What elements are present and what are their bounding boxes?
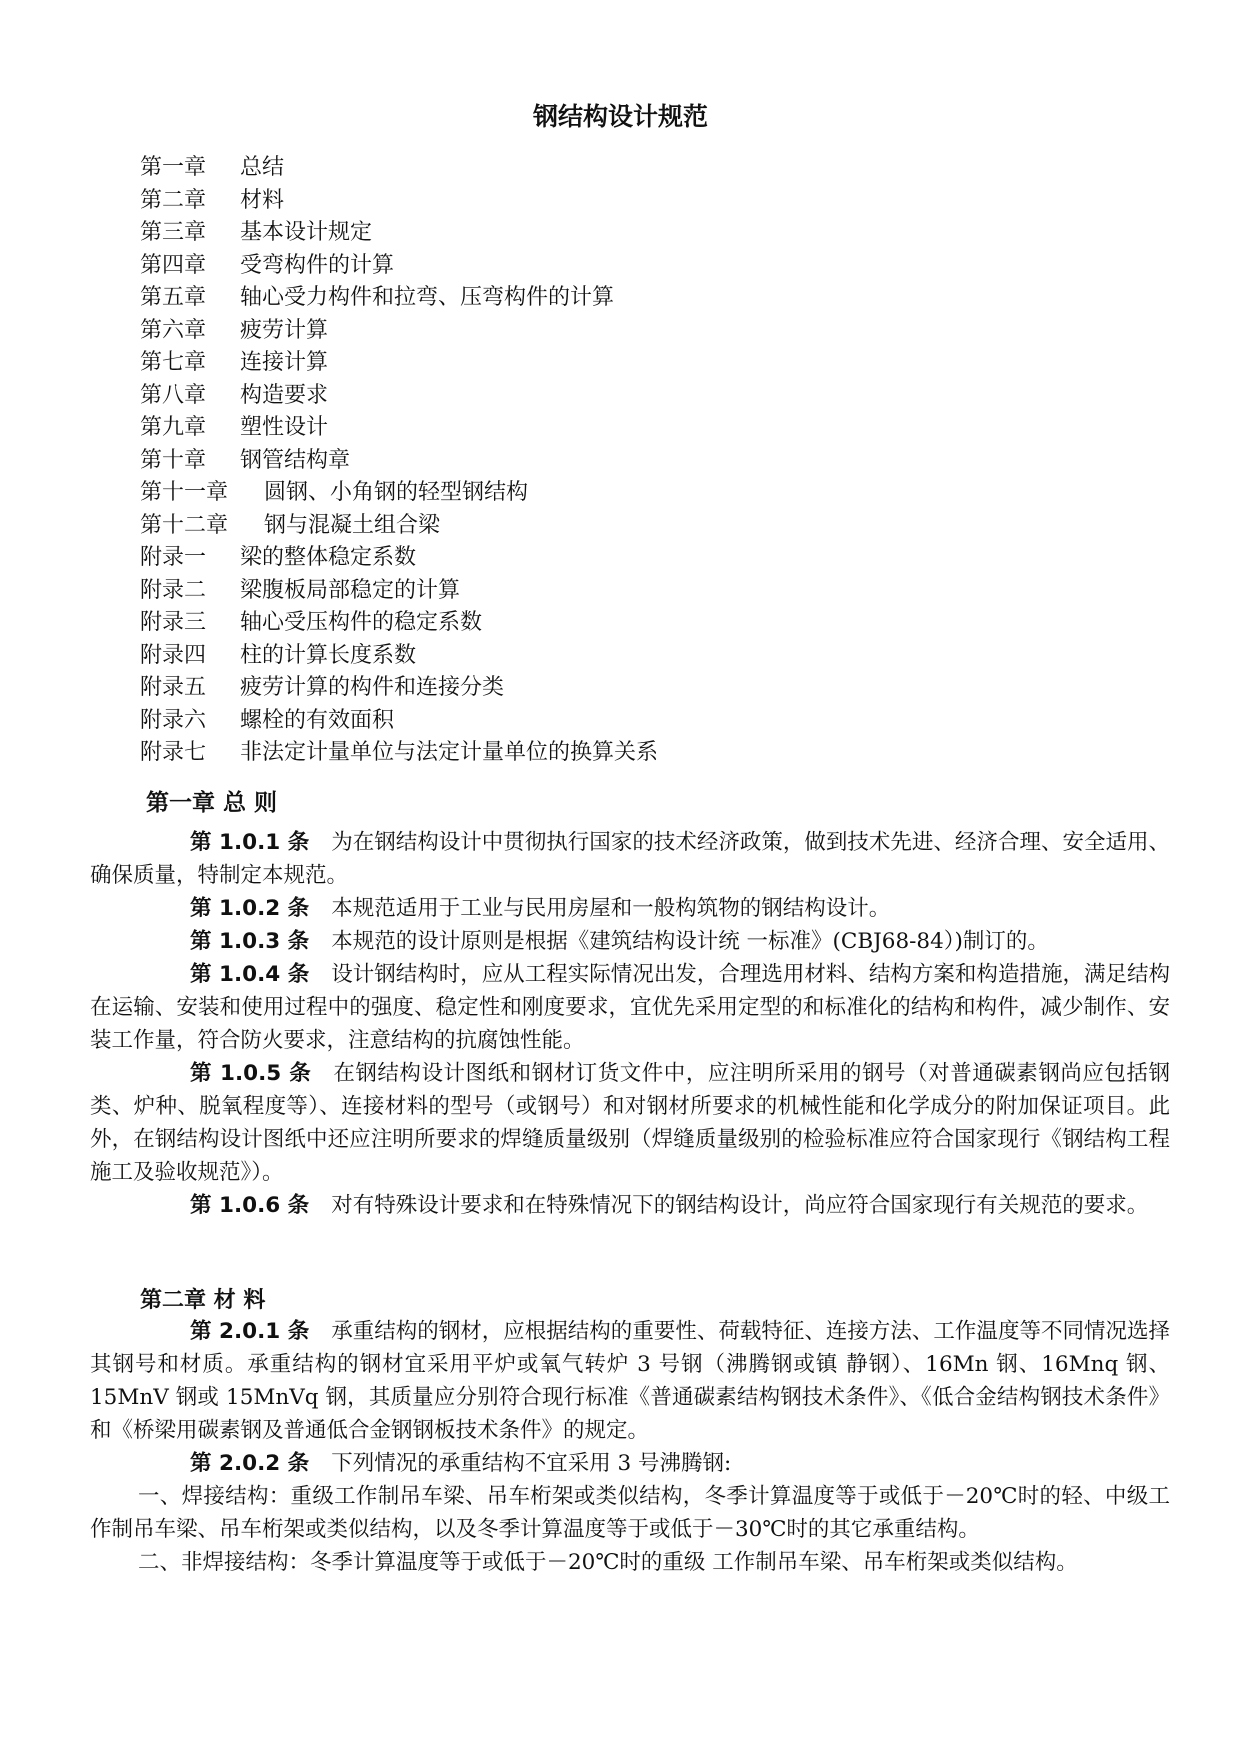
clause-1-0-2 xyxy=(90,892,1170,925)
clause-text: 承重结构的钢材，应根据结构的重要性、荷载特征、连接方法、工作温度等不同情况选择其钢号和材质。承重结构的钢材宜采用平炉或氧气转炉 3 号钢（沸腾钢或镇 静钢）、16Mn 钢、16Mnq 钢、15MnV 钢或 15MnVq 钢，其质量应分别符合现行标准《普通碳素结构钢技术条件》、《低合金结构钢技术条件》和《桥梁用碳素钢及普通低合金钢钢板技术条件》的规定。 xyxy=(90,1319,1170,1443)
clause-1-0-3 xyxy=(90,925,1170,958)
toc-item xyxy=(140,542,658,575)
toc-item xyxy=(140,672,658,705)
toc-item-number: 附录一 xyxy=(140,545,207,570)
toc-item-label: 构造要求 xyxy=(240,382,329,408)
toc-item-number: 第五章 xyxy=(140,285,207,310)
list-item-non-welded-structures: 二、非焊接结构：冬季计算温度等于或低于－20℃时的重级 工作制吊车梁、吊车桁架或类似结构。 xyxy=(138,1550,1078,1575)
toc-item-number: 附录六 xyxy=(140,707,207,733)
toc-item-label: 总结 xyxy=(240,155,285,180)
toc-item-number: 第二章 xyxy=(140,187,207,213)
clause-text: 为在钢结构设计中贯彻执行国家的技术经济政策，做到技术先进、经济合理、安全适用、确保质量，特制定本规范。 xyxy=(90,830,1170,888)
table-of-contents xyxy=(140,152,658,770)
toc-item xyxy=(140,477,658,510)
toc-item-label: 柱的计算长度系数 xyxy=(240,642,417,668)
toc-item xyxy=(140,575,658,608)
toc-item xyxy=(140,607,658,640)
toc-item xyxy=(140,217,658,250)
toc-item-number: 附录七 xyxy=(140,740,207,765)
toc-item-number: 第四章 xyxy=(140,252,207,278)
clause-label: 第 2.0.2 条 xyxy=(190,1451,310,1476)
toc-item-label: 梁的整体稳定系数 xyxy=(240,545,417,570)
toc-item-number: 第一章 xyxy=(140,155,207,180)
toc-item-label: 受弯构件的计算 xyxy=(240,252,395,278)
toc-item-number: 附录三 xyxy=(140,610,207,635)
toc-item-label: 圆钢、小角钢的轻型钢结构 xyxy=(264,480,529,505)
clause-text: 本规范的设计原则是根据《建筑结构设计统 一标准》(CBJ68-84）)制订的。 xyxy=(331,929,1049,954)
toc-item-number: 第七章 xyxy=(140,350,207,375)
clause-label: 第 2.0.1 条 xyxy=(190,1319,310,1344)
toc-item xyxy=(140,347,658,380)
toc-item-number: 第十二章 xyxy=(140,512,229,538)
toc-item xyxy=(140,737,658,770)
toc-item-label: 梁腹板局部稳定的计算 xyxy=(240,577,461,603)
clause-text: 在钢结构设计图纸和钢材订货文件中，应注明所采用的钢号（对普通碳素钢尚应包括钢类、炉种、脱氧程度等）、连接材料的型号（或钢号）和对钢材所要求的机械性能和化学成分的附加保证项目。此外，在钢结构设计图纸中还应注明所要求的焊缝质量级别（焊缝质量级别的检验标准应符合国家现行《钢结构工程施工及验收规范》）。 xyxy=(90,1061,1170,1185)
toc-item-label: 轴心受压构件的稳定系数 xyxy=(240,610,483,635)
toc-item-label: 钢管结构章 xyxy=(240,447,351,473)
toc-item-number: 第九章 xyxy=(140,415,207,440)
toc-item xyxy=(140,250,658,283)
toc-item xyxy=(140,510,658,543)
chapter-2-body xyxy=(90,1315,1170,1579)
clause-2-0-1 xyxy=(90,1315,1170,1447)
chapter-1-body xyxy=(90,826,1170,1222)
toc-item-label: 材料 xyxy=(240,187,285,213)
toc-item-label: 基本设计规定 xyxy=(240,220,373,245)
clause-1-0-1 xyxy=(90,826,1170,892)
toc-item xyxy=(140,640,658,673)
clause-label: 第 1.0.2 条 xyxy=(190,896,310,921)
clause-label: 第 1.0.6 条 xyxy=(190,1193,310,1218)
clause-1-0-5 xyxy=(90,1057,1170,1189)
toc-item-number: 第三章 xyxy=(140,220,207,245)
toc-item xyxy=(140,282,658,315)
toc-item-label: 钢与混凝土组合梁 xyxy=(264,512,441,538)
clause-1-0-4 xyxy=(90,958,1170,1057)
clause-text: 设计钢结构时，应从工程实际情况出发，合理选用材料、结构方案和构造措施，满足结构在运输、安装和使用过程中的强度、稳定性和刚度要求，宜优先采用定型的和标准化的结构和构件，减少制作、安装工作量，符合防火要求，注意结构的抗腐蚀性能。 xyxy=(90,962,1170,1053)
chapter-2-heading: 第二章 材 料 xyxy=(140,1288,266,1313)
toc-item-number: 附录四 xyxy=(140,642,207,668)
toc-item-label: 螺栓的有效面积 xyxy=(240,707,395,733)
toc-item-label: 轴心受力构件和拉弯、压弯构件的计算 xyxy=(240,285,615,310)
toc-item xyxy=(140,185,658,218)
clause-2-0-2 xyxy=(90,1447,1170,1480)
toc-item xyxy=(140,445,658,478)
clause-label: 第 1.0.5 条 xyxy=(190,1061,312,1086)
clause-label: 第 1.0.1 条 xyxy=(190,830,310,855)
toc-item-label: 塑性设计 xyxy=(240,415,329,440)
toc-item-number: 附录二 xyxy=(140,577,207,603)
toc-item-label: 连接计算 xyxy=(240,350,329,375)
clause-text: 本规范适用于工业与民用房屋和一般构筑物的钢结构设计。 xyxy=(331,896,891,921)
toc-item-label: 疲劳计算 xyxy=(240,317,329,343)
clause-text: 对有特殊设计要求和在特殊情况下的钢结构设计，尚应符合国家现行有关规范的要求。 xyxy=(331,1193,1149,1218)
toc-item xyxy=(140,315,658,348)
toc-item-number: 第八章 xyxy=(140,382,207,408)
toc-item xyxy=(140,152,658,185)
toc-item xyxy=(140,705,658,738)
chapter-1-heading: 第一章 总 则 xyxy=(146,790,278,816)
clause-label: 第 1.0.3 条 xyxy=(190,929,310,954)
clause-text: 下列情况的承重结构不宜采用 3 号沸腾钢: xyxy=(331,1451,732,1476)
list-item-welded-structures: 一、焊接结构：重级工作制吊车梁、吊车桁架或类似结构，冬季计算温度等于或低于－20℃时的轻、中级工作制吊车梁、吊车桁架或类似结构，以及冬季计算温度等于或低于－30℃时的其它承重结构。 xyxy=(90,1484,1170,1542)
toc-item-label: 非法定计量单位与法定计量单位的换算关系 xyxy=(240,740,659,765)
toc-item-number: 附录五 xyxy=(140,675,207,700)
toc-item-number: 第十一章 xyxy=(140,480,229,505)
clause-label: 第 1.0.4 条 xyxy=(190,962,310,987)
toc-item xyxy=(140,380,658,413)
toc-item-number: 第十章 xyxy=(140,447,207,473)
document-title: 钢结构设计规范 xyxy=(532,102,708,131)
toc-item xyxy=(140,412,658,445)
toc-item-number: 第六章 xyxy=(140,317,207,343)
clause-1-0-6 xyxy=(90,1189,1170,1222)
toc-item-label: 疲劳计算的构件和连接分类 xyxy=(240,675,505,700)
